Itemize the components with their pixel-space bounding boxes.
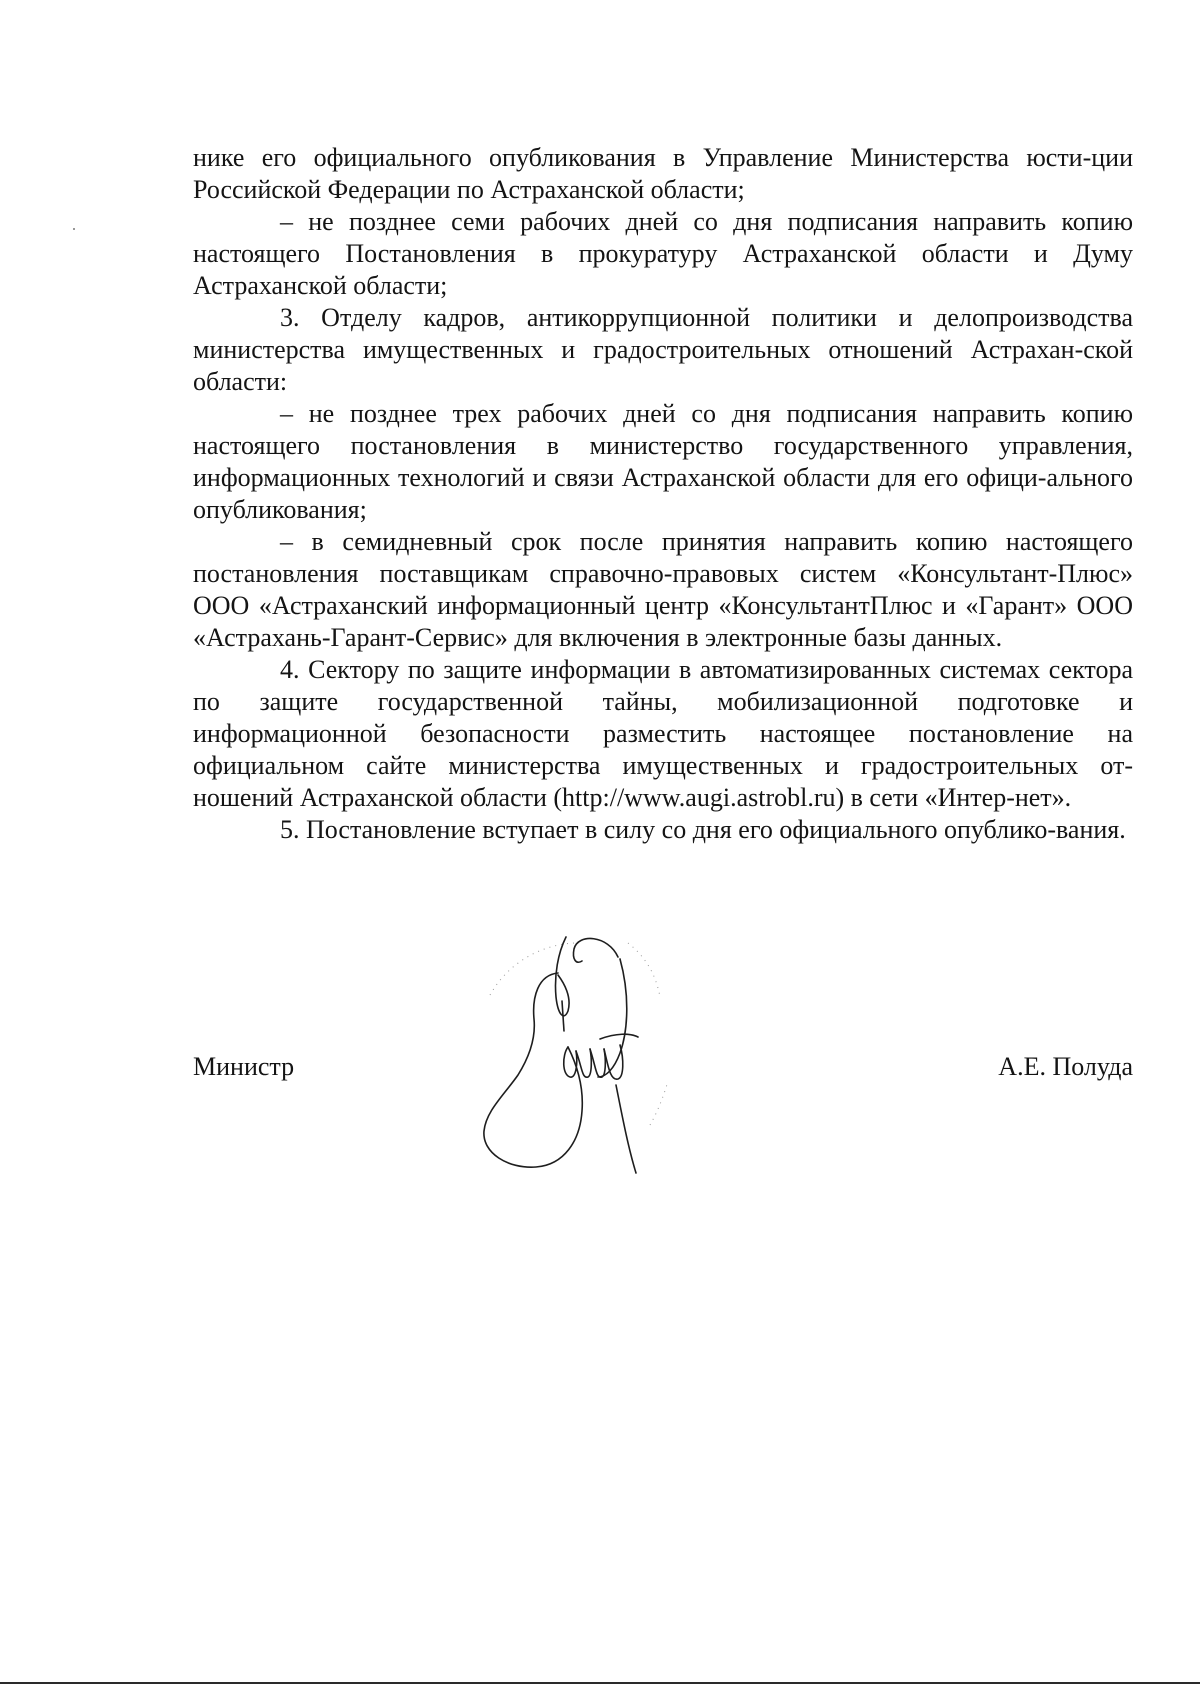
paragraph-6: 4. Сектору по защите информации в автоматизированных системах сектора по защите государственной тайны, мобилизационной подготовке и информационной безопасности разместить настоящее постановление на официальном сайте министерства имущественных и градостроительных от-ношений Астраханской области (http://www.augi.astrobl.ru) в сети «Интер-нет». xyxy=(193,655,1133,812)
paragraph-1: нике его официального опубликования в Управление Министерства юсти-ции Российской Федерации по Астраханской области; xyxy=(193,143,1133,204)
signer-title: Министр xyxy=(193,1052,295,1081)
page-bottom-rule xyxy=(0,1682,1200,1684)
paragraph-5: – в семидневный срок после принятия направить копию настоящего постановления поставщикам справочно-правовых систем «Консультант-Плюс» ООО «Астраханский информационный центр «КонсультантПлюс и «Гарант» ООО «Астрахань-Гарант-Сервис» для включения в электронные базы данных. xyxy=(193,527,1133,652)
handwritten-signature xyxy=(478,935,688,1175)
signer-name: А.Е. Полуда xyxy=(998,1052,1133,1081)
paragraph-4: – не позднее трех рабочих дней со дня подписания направить копию настоящего постановления в министерство государственного управления, информационных технологий и связи Астраханской области для его офици-ального опубликования; xyxy=(193,399,1133,524)
paragraph-7: 5. Постановление вступает в силу со дня его официального опублико-вания. xyxy=(280,815,1126,844)
paragraph-2: – не позднее семи рабочих дней со дня подписания направить копию настоящего Постановления в прокуратуру Астраханской области и Думу Астраханской области; xyxy=(193,207,1133,300)
paragraph-3: 3. Отделу кадров, антикоррупционной политики и делопроизводства министерства имущественных и градостроительных отношений Астрахан-ской области: xyxy=(193,303,1133,396)
document-body xyxy=(193,142,1133,846)
scan-speck xyxy=(73,228,75,230)
